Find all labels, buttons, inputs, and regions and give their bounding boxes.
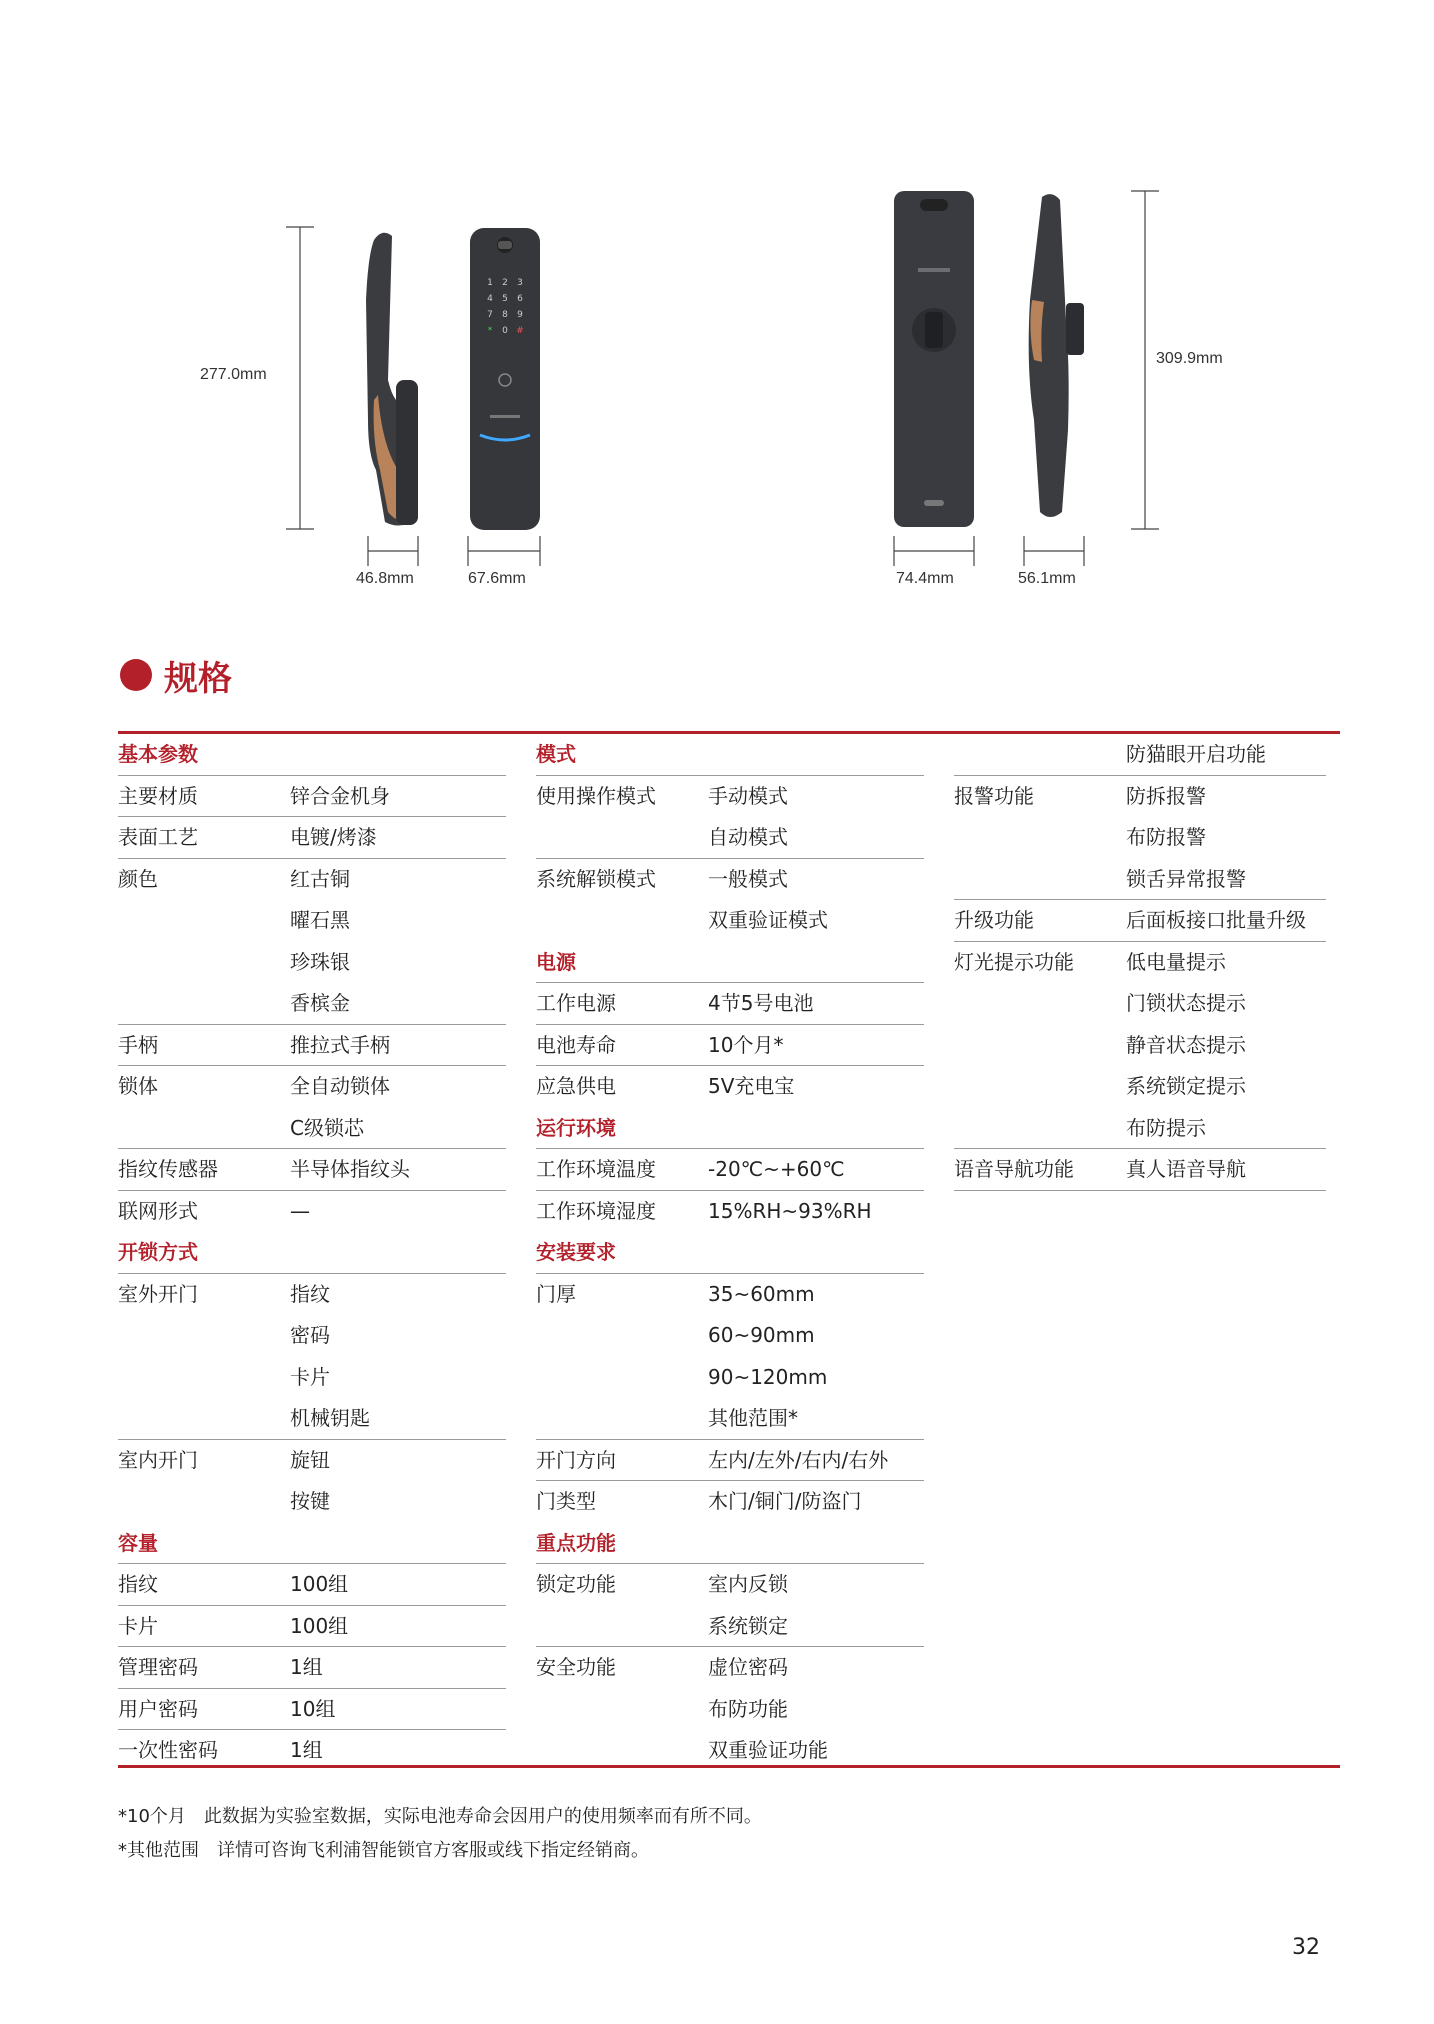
spec-value: 后面板接口批量升级	[1126, 908, 1306, 932]
spec-row	[118, 1315, 506, 1357]
spec-value: 60~90mm	[708, 1323, 815, 1347]
dimension-drawing	[0, 0, 1434, 600]
spec-key: 颜色	[118, 866, 158, 891]
spec-key: 门厚	[536, 1281, 576, 1306]
spec-value: 双重验证功能	[708, 1738, 828, 1762]
spec-value: 推拉式手柄	[290, 1032, 390, 1057]
spec-key: 用户密码	[118, 1696, 198, 1721]
spec-key: 锁定功能	[536, 1572, 616, 1596]
spec-row	[118, 900, 506, 942]
spec-value: 防拆报警	[1126, 783, 1206, 808]
spec-value: 布防功能	[708, 1696, 788, 1721]
section-heading-text: 规格	[164, 658, 232, 699]
spec-value: 按键	[290, 1489, 330, 1513]
spec-key: 使用操作模式	[536, 783, 656, 808]
spec-section-header	[118, 734, 506, 776]
spec-row	[536, 900, 924, 942]
spec-section-label: 基本参数	[118, 742, 198, 766]
spec-key: 指纹传感器	[118, 1157, 218, 1181]
spec-value: 90~120mm	[708, 1364, 828, 1389]
spec-row	[954, 942, 1326, 984]
spec-row	[118, 1025, 506, 1067]
spec-row	[536, 817, 924, 859]
spec-value: 10个月*	[708, 1032, 784, 1057]
spec-key: 指纹	[118, 1572, 158, 1596]
spec-value: —	[290, 1198, 310, 1223]
spec-value: 珍珠银	[290, 949, 350, 974]
spec-value: 曜石黑	[290, 908, 350, 932]
spec-value: 锁舌异常报警	[1126, 866, 1246, 891]
spec-row	[536, 1398, 924, 1440]
spec-row	[118, 1440, 506, 1482]
spec-key: 应急供电	[536, 1074, 616, 1098]
keypad-key: 5	[502, 294, 508, 304]
spec-value: C级锁芯	[290, 1115, 364, 1140]
spec-row	[118, 1398, 506, 1440]
footnote-other-range: *其他范围 详情可咨询飞利浦智能锁官方客服或线下指定经销商。	[118, 1840, 649, 1861]
height-label-left: 277.0mm	[200, 366, 267, 383]
spec-section-label: 模式	[536, 742, 576, 766]
spec-row	[118, 1689, 506, 1731]
left-width-dimension-lines	[368, 536, 540, 566]
spec-key: 安全功能	[536, 1655, 616, 1679]
spec-row	[118, 1564, 506, 1606]
spec-key: 工作电源	[536, 991, 616, 1015]
spec-value: 低电量提示	[1126, 949, 1226, 974]
spec-value: 左内/左外/右内/右外	[708, 1447, 889, 1472]
spec-row	[536, 1357, 924, 1399]
keypad-key: 3	[517, 278, 523, 288]
spec-key: 门类型	[536, 1489, 596, 1513]
spec-value: 5V充电宝	[708, 1074, 795, 1098]
spec-row	[954, 1149, 1326, 1191]
spec-row	[536, 1440, 924, 1482]
spec-row	[118, 859, 506, 901]
spec-key: 升级功能	[954, 908, 1034, 932]
spec-value: 半导体指纹头	[290, 1157, 410, 1181]
spec-section-header	[536, 1108, 924, 1150]
spec-value: 虚位密码	[708, 1655, 788, 1679]
spec-value: 1组	[290, 1738, 323, 1762]
spec-key: 手柄	[118, 1032, 158, 1057]
spec-section-header	[118, 1523, 506, 1565]
spec-row	[118, 1191, 506, 1233]
spec-row	[118, 817, 506, 859]
spec-value: 系统锁定	[708, 1613, 788, 1638]
width-label-back: 74.4mm	[896, 570, 954, 587]
spec-row	[536, 1315, 924, 1357]
width-label-side-right: 56.1mm	[1018, 570, 1076, 587]
spec-section-label: 重点功能	[536, 1530, 616, 1555]
keypad-key: 7	[487, 310, 493, 320]
spec-row	[536, 983, 924, 1025]
spec-row	[536, 1606, 924, 1648]
spec-value: 10组	[290, 1696, 336, 1721]
spec-value: 15%RH~93%RH	[708, 1198, 872, 1223]
lock-front-view	[470, 228, 540, 530]
spec-section-header	[118, 1232, 506, 1274]
spec-value: -20℃~+60℃	[708, 1157, 845, 1181]
spec-section-header	[536, 734, 924, 776]
spec-value: 系统锁定提示	[1126, 1074, 1246, 1098]
keypad-key: 0	[502, 326, 508, 336]
spec-value: 其他范围*	[708, 1406, 798, 1430]
spec-row	[954, 1025, 1326, 1067]
spec-row	[118, 1647, 506, 1689]
spec-key: 电池寿命	[536, 1032, 616, 1057]
spec-row	[954, 817, 1326, 859]
spec-value: 布防提示	[1126, 1115, 1206, 1140]
spec-value: 室内反锁	[708, 1572, 788, 1596]
spec-key: 系统解锁模式	[536, 866, 656, 891]
spec-row	[536, 1149, 924, 1191]
spec-row	[118, 1149, 506, 1191]
spec-column-2	[536, 734, 924, 1772]
spec-row	[536, 1025, 924, 1067]
spec-value: 旋钮	[290, 1447, 330, 1472]
left-height-dimension-line	[286, 227, 314, 529]
spec-key: 卡片	[118, 1613, 158, 1638]
spec-row	[118, 776, 506, 818]
keypad-key: #	[516, 326, 524, 336]
right-width-dimension-lines	[894, 536, 1084, 566]
lock-side-view-right	[1029, 194, 1084, 517]
width-label-side-left: 46.8mm	[356, 570, 414, 587]
spec-key: 工作环境温度	[536, 1157, 656, 1181]
spec-row	[118, 942, 506, 984]
spec-value: 双重验证模式	[708, 908, 828, 932]
spec-section-header	[536, 1523, 924, 1565]
spec-row	[536, 1066, 924, 1108]
spec-section-label: 运行环境	[536, 1115, 616, 1140]
keypad-key: 9	[517, 310, 523, 320]
keypad-key: 4	[487, 294, 493, 304]
spec-value: 卡片	[290, 1364, 330, 1389]
spec-value: 1组	[290, 1655, 323, 1679]
spec-table-bottom-rule	[118, 1765, 1340, 1768]
spec-key: 语音导航功能	[954, 1157, 1074, 1181]
bullet-dot-icon	[120, 659, 152, 691]
spec-row	[954, 1066, 1326, 1108]
spec-value: 锌合金机身	[290, 783, 390, 808]
spec-row	[118, 1066, 506, 1108]
spec-key: 一次性密码	[118, 1738, 218, 1762]
spec-row	[536, 1481, 924, 1523]
keypad-key: *	[487, 326, 493, 336]
spec-section-label: 开锁方式	[118, 1240, 198, 1264]
right-height-dimension-line	[1131, 191, 1159, 529]
keypad-key: 2	[502, 278, 508, 288]
section-heading	[120, 650, 232, 700]
spec-value: 100组	[290, 1613, 349, 1638]
spec-section-label: 安装要求	[536, 1240, 616, 1264]
width-label-front: 67.6mm	[468, 570, 526, 587]
spec-value: 门锁状态提示	[1126, 991, 1246, 1015]
spec-row	[954, 983, 1326, 1025]
spec-value: 机械钥匙	[290, 1406, 370, 1430]
lock-side-view-left	[366, 233, 418, 526]
keypad-key: 1	[487, 278, 493, 288]
spec-column-3	[954, 734, 1326, 1191]
spec-column-1	[118, 734, 506, 1772]
page-number: 32	[1292, 1935, 1320, 1960]
spec-row	[954, 1108, 1326, 1150]
spec-row	[536, 1564, 924, 1606]
spec-key: 报警功能	[954, 783, 1034, 808]
footnote-battery: *10个月 此数据为实验室数据，实际电池寿命会因用户的使用频率而有所不同。	[118, 1806, 762, 1827]
spec-key: 管理密码	[118, 1655, 198, 1679]
spec-key: 表面工艺	[118, 825, 198, 849]
keypad-key: 6	[517, 294, 523, 304]
spec-value: 香槟金	[290, 991, 350, 1015]
lock-back-view	[894, 191, 974, 527]
keypad-key: 8	[502, 310, 508, 320]
spec-key: 锁体	[118, 1074, 158, 1098]
spec-value: 手动模式	[708, 783, 788, 808]
spec-key: 室外开门	[118, 1281, 198, 1306]
spec-row	[536, 1191, 924, 1233]
spec-value: 红古铜	[290, 866, 350, 891]
spec-row	[536, 776, 924, 818]
spec-value: 防猫眼开启功能	[1126, 742, 1266, 766]
spec-row	[118, 1606, 506, 1648]
spec-row	[118, 983, 506, 1025]
footnotes	[118, 1800, 762, 1868]
spec-row	[536, 1647, 924, 1689]
spec-value: 真人语音导航	[1126, 1157, 1246, 1181]
spec-key: 联网形式	[118, 1198, 198, 1223]
spec-row	[954, 734, 1326, 776]
spec-row	[118, 1274, 506, 1316]
spec-section-header	[536, 942, 924, 984]
product-dimension-figure	[0, 0, 1434, 600]
spec-key: 灯光提示功能	[954, 949, 1074, 974]
spec-value: 全自动锁体	[290, 1074, 390, 1098]
spec-row	[118, 1357, 506, 1399]
spec-value: 电镀/烤漆	[290, 825, 377, 849]
spec-value: 指纹	[290, 1281, 330, 1306]
spec-section-header	[536, 1232, 924, 1274]
spec-key: 主要材质	[118, 783, 198, 808]
spec-value: 自动模式	[708, 825, 788, 849]
spec-row	[954, 859, 1326, 901]
spec-value: 密码	[290, 1323, 330, 1347]
spec-value: 35~60mm	[708, 1281, 815, 1306]
spec-key: 开门方向	[536, 1447, 616, 1472]
spec-value: 布防报警	[1126, 825, 1206, 849]
spec-value: 一般模式	[708, 866, 788, 891]
height-label-right: 309.9mm	[1156, 350, 1223, 367]
spec-row	[536, 1274, 924, 1316]
spec-row	[536, 1689, 924, 1731]
spec-value: 静音状态提示	[1126, 1032, 1246, 1057]
spec-key: 室内开门	[118, 1447, 198, 1472]
spec-row	[118, 1481, 506, 1523]
spec-row	[118, 1108, 506, 1150]
spec-row	[536, 859, 924, 901]
spec-section-label: 容量	[118, 1530, 158, 1555]
spec-value: 100组	[290, 1572, 349, 1596]
spec-key: 工作环境湿度	[536, 1198, 656, 1223]
spec-row	[954, 900, 1326, 942]
spec-value: 木门/铜门/防盗门	[708, 1489, 862, 1513]
spec-row	[954, 776, 1326, 818]
spec-value: 4节5号电池	[708, 991, 814, 1015]
spec-section-label: 电源	[536, 949, 576, 974]
